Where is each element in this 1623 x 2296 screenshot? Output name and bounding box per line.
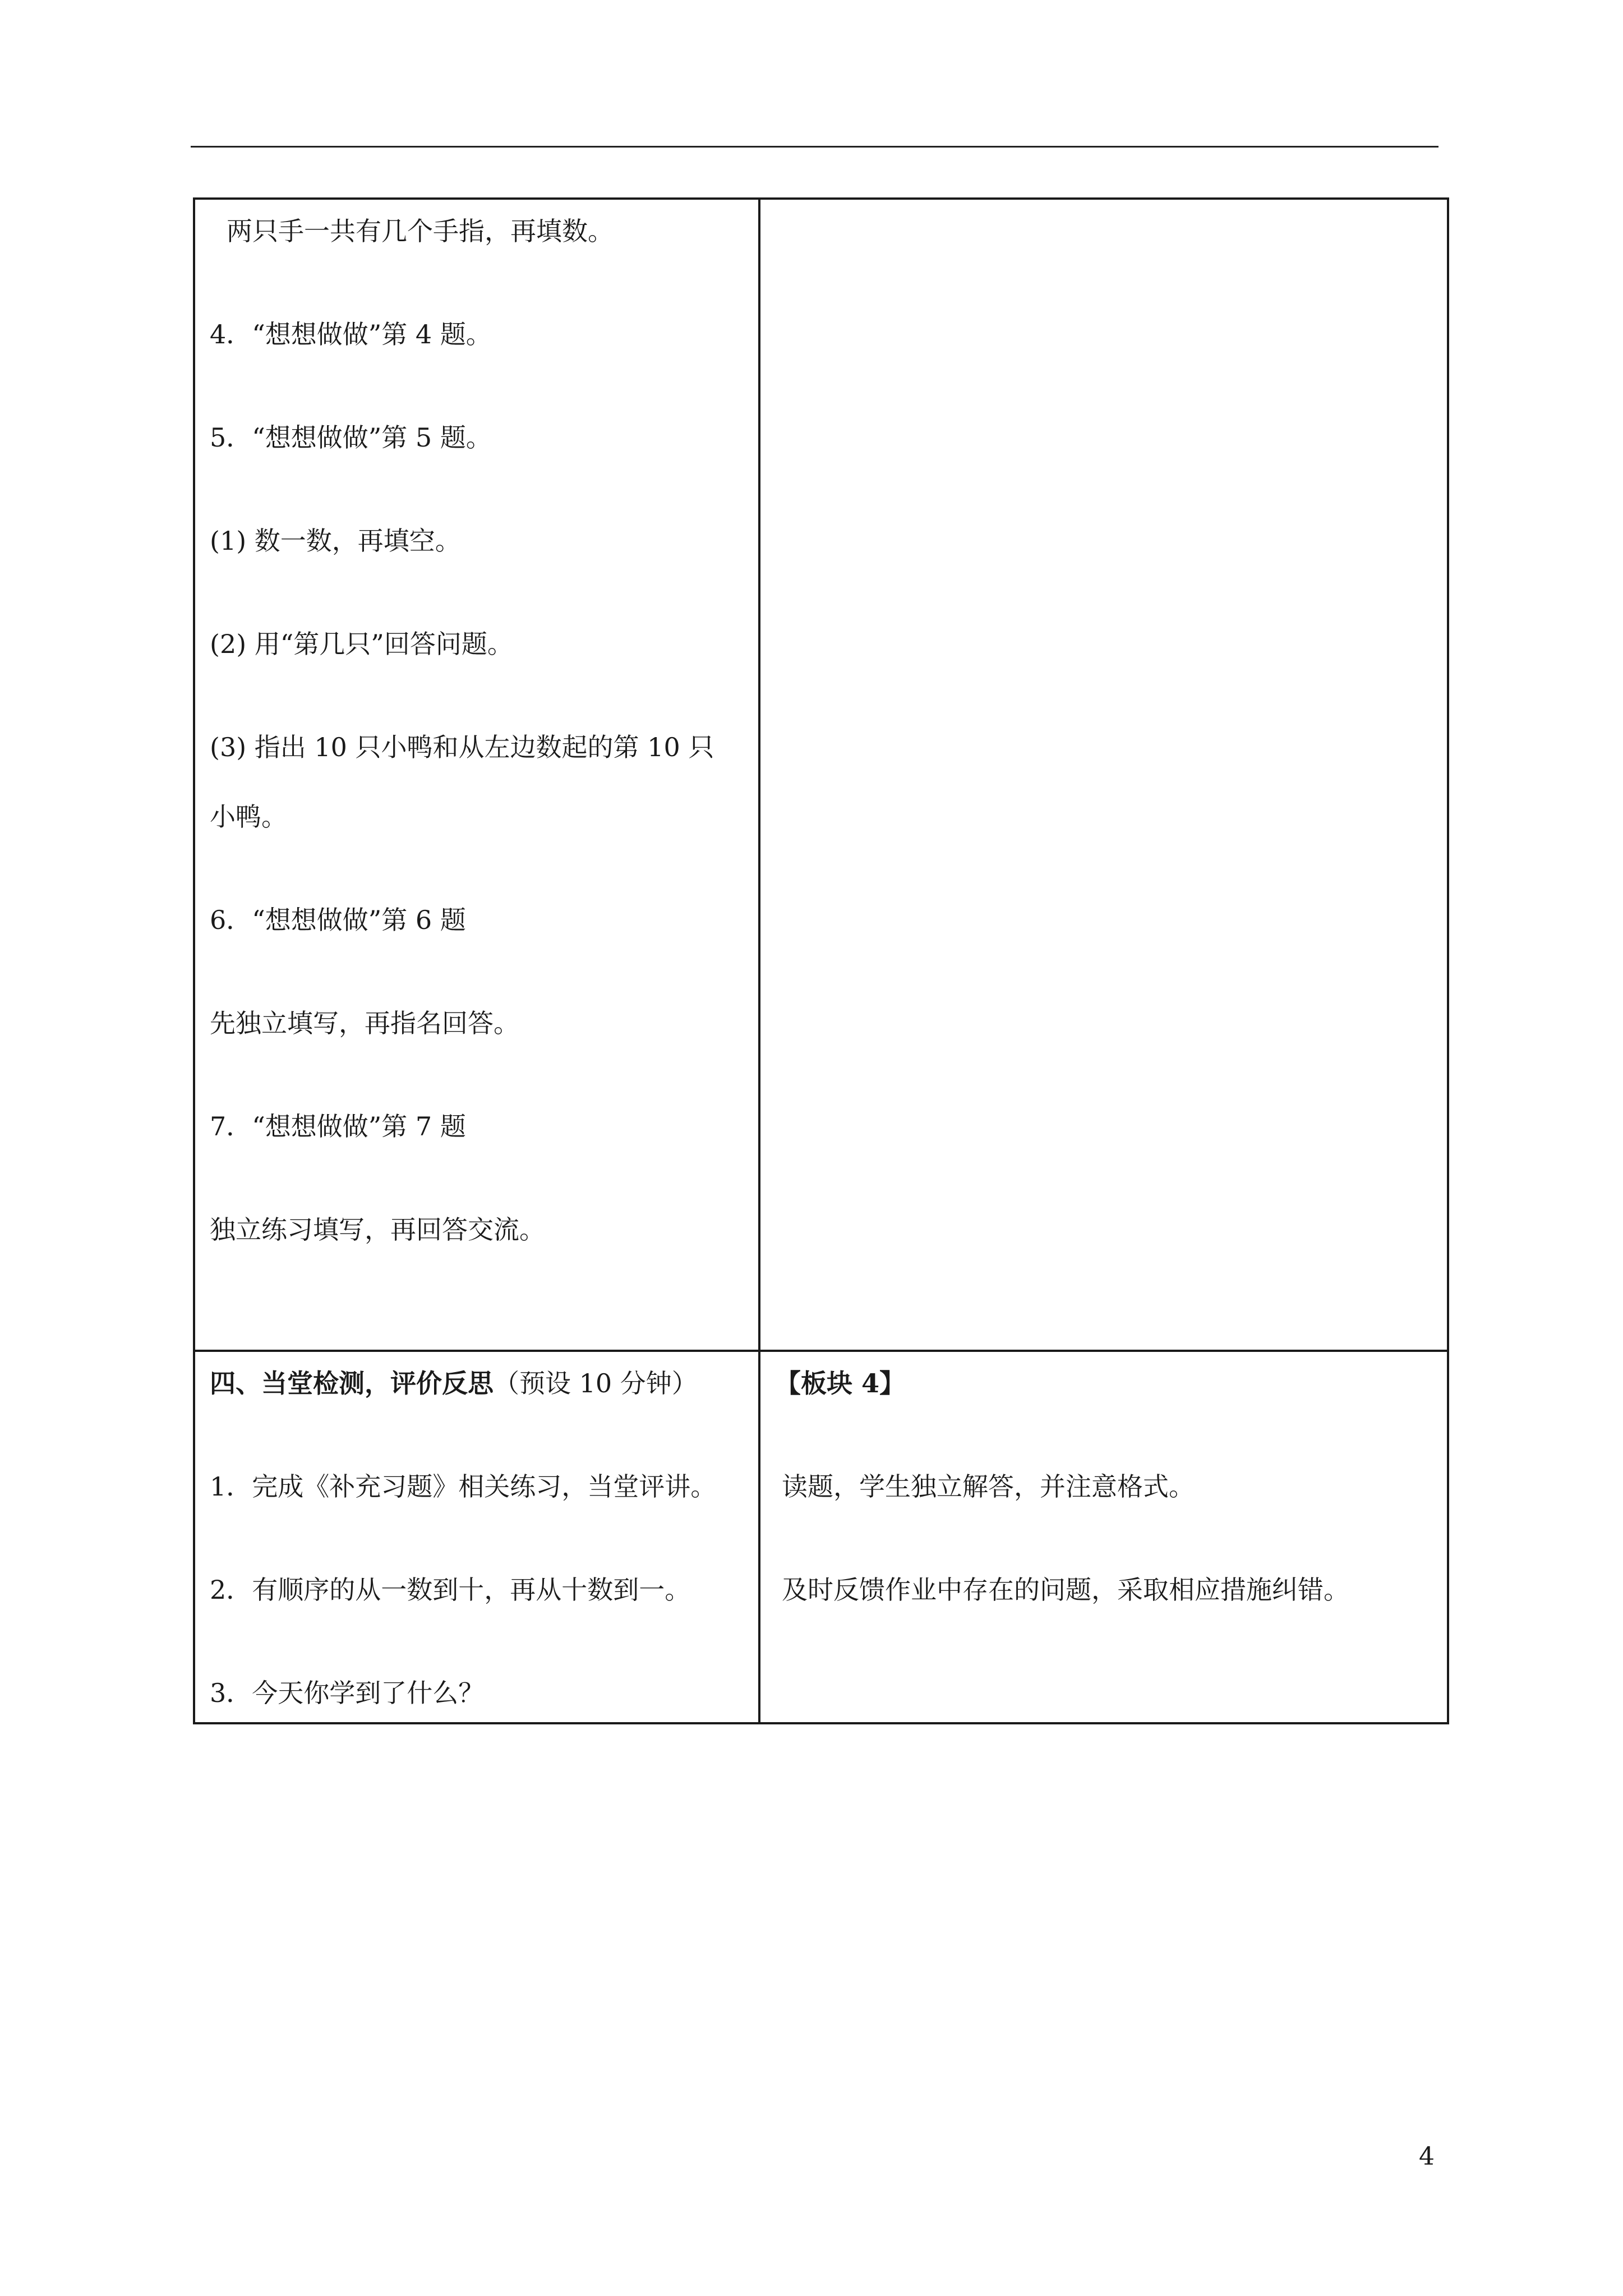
block-four-title: 【板块 4】 (775, 1368, 906, 1398)
lesson-plan-table (193, 197, 1449, 1724)
step-line-5-1: (1) 数一数，再填空。 (210, 526, 461, 556)
section-four-heading-bold: 四、当堂检测，评价反思 (210, 1368, 494, 1398)
header-rule (191, 146, 1438, 148)
step-line-5-3: (3) 指出 10 只小鸭和从左边数起的第 10 只 (210, 732, 714, 762)
block-four-line-2: 及时反馈作业中存在的问题，采取相应措施纠错。 (782, 1575, 1349, 1605)
step-line-fingers: 两只手一共有几个手指，再填数。 (227, 216, 614, 246)
section-four-heading (210, 1366, 750, 1400)
step-line-6-note: 先独立填写，再指名回答。 (210, 1008, 519, 1038)
assessment-steps-cell (194, 1351, 759, 1723)
section-four-heading-time: （预设 10 分钟） (494, 1368, 698, 1398)
block-four-line-1: 读题，学生独立解答，并注意格式。 (782, 1471, 1195, 1502)
step-line-exercise-5: 5．“想想做做”第 5 题。 (210, 422, 492, 453)
step-line-5-2: (2) 用“第几只”回答问题。 (210, 629, 513, 659)
table-row-practice (194, 199, 1448, 1351)
practice-notes-cell (759, 199, 1448, 1351)
step-line-5-3-cont: 小鸭。 (210, 802, 287, 832)
block-four-cell (759, 1351, 1448, 1723)
practice-steps-cell (194, 199, 759, 1351)
assessment-item-2: 2．有顺序的从一数到十，再从十数到一。 (210, 1575, 691, 1605)
step-line-exercise-6: 6．“想想做做”第 6 题 (210, 905, 466, 935)
page-number: 4 (1419, 2142, 1435, 2171)
step-line-7-note: 独立练习填写，再回答交流。 (210, 1214, 545, 1245)
table-row-assessment (194, 1351, 1448, 1723)
assessment-item-1: 1．完成《补充习题》相关练习，当堂评讲。 (210, 1471, 717, 1502)
step-line-exercise-4: 4．“想想做做”第 4 题。 (210, 319, 492, 349)
step-line-exercise-7: 7．“想想做做”第 7 题 (210, 1111, 466, 1142)
assessment-item-3: 3．今天你学到了什么？ (210, 1678, 485, 1708)
